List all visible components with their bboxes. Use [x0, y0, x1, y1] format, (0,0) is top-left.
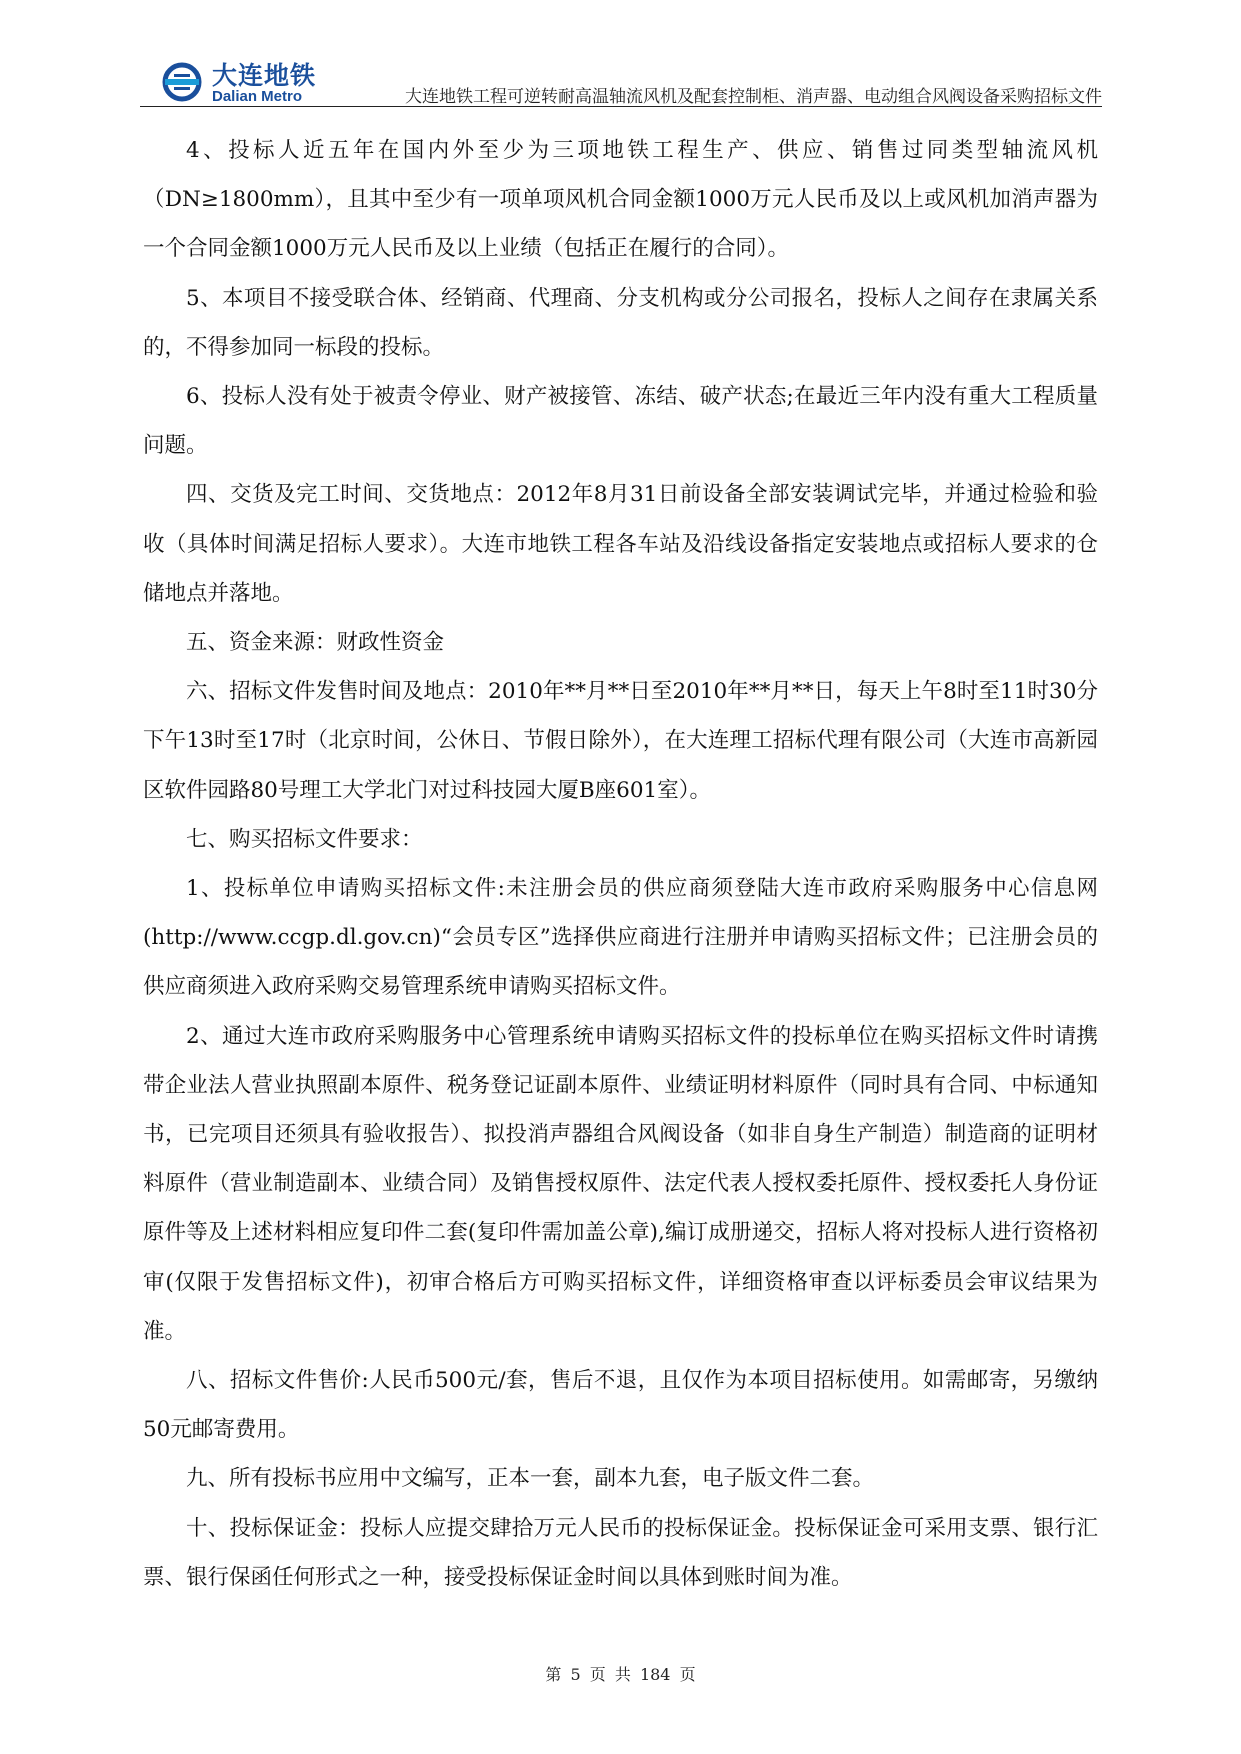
page-header — [140, 40, 1102, 110]
document-title: 大连地铁工程可逆转耐高温轴流风机及配套控制柜、消声器、电动组合风阀设备采购招标文件 — [405, 87, 1102, 107]
paragraph: 七、购买招标文件要求： — [186, 826, 423, 852]
paragraph: 6、投标人没有处于被责令停业、财产被接管、冻结、破产状态;在最近三年内没有重大工程质量问题。 — [143, 384, 1098, 459]
paragraph: 5、本项目不接受联合体、经销商、代理商、分支机构或分公司报名，投标人之间存在隶属关系的，不得参加同一标段的投标。 — [143, 285, 1098, 360]
paragraph: 四、交货及完工时间、交货地点：2012年8月31日前设备全部安装调试完毕，并通过检验和验收（具体时间满足招标人要求）。大连市地铁工程各车站及沿线设备指定安装地点或招标人要求的仓储地点并落地。 — [143, 482, 1098, 606]
paragraph: 五、资金来源：财政性资金 — [186, 630, 445, 656]
paragraph: 4、投标人近五年在国内外至少为三项地铁工程生产、供应、销售过同类型轴流风机（DN≥1800mm），且其中至少有一项单项风机合同金额1000万元人民币及以上或风机加消声器为一个合同金额1000万元人民币及以上业绩（包括正在履行的合同）。 — [143, 138, 1098, 262]
paragraph: 1、投标单位申请购买招标文件:未注册会员的供应商须登陆大连市政府采购服务中心信息网(http://www.ccgp.dl.gov.cn)“会员专区”选择供应商进行注册并申请购买招标文件；已注册会员的供应商须进入政府采购交易管理系统申请购买招标文件。 — [143, 876, 1098, 1000]
dalian-metro-logo — [162, 48, 342, 104]
logo-chinese-name: 大连地铁 — [212, 61, 317, 90]
logo-english-name: Dalian Metro — [212, 88, 303, 105]
paragraph: 十、投标保证金：投标人应提交肆拾万元人民币的投标保证金。投标保证金可采用支票、银行汇票、银行保函任何形式之一种，接受投标保证金时间以具体到账时间为准。 — [143, 1515, 1098, 1590]
paragraph: 2、通过大连市政府采购服务中心管理系统申请购买招标文件的投标单位在购买招标文件时请携带企业法人营业执照副本原件、税务登记证副本原件、业绩证明材料原件（同时具有合同、中标通知书，已完项目还须具有验收报告）、拟投消声器组合风阀设备（如非自身生产制造）制造商的证明材料原件（营业制造副本、业绩合同）及销售授权原件、法定代表人授权委托原件、授权委托人身份证原件等及上述材料相应复印件二套(复印件需加盖公章),编订成册递交，招标人将对投标人进行资格初审(仅限于发售招标文件)，初审合格后方可购买招标文件，详细资格审查以评标委员会审议结果为准。 — [143, 1023, 1098, 1344]
header-divider — [140, 106, 1102, 107]
paragraph: 九、所有投标书应用中文编写，正本一套，副本九套，电子版文件二套。 — [186, 1466, 875, 1492]
paragraph: 六、招标文件发售时间及地点：2010年**月**日至2010年**月**日，每天上午8时至11时30分下午13时至17时（北京时间，公休日、节假日除外），在大连理工招标代理有限公司（大连市高新园区软件园路80号理工大学北门对过科技园大厦B座601室）。 — [143, 679, 1098, 803]
page-number: 第 5 页 共 184 页 — [545, 1665, 696, 1684]
metro-logo-icon — [162, 62, 202, 102]
paragraph: 八、招标文件售价:人民币500元/套，售后不退，且仅作为本项目招标使用。如需邮寄，另缴纳50元邮寄费用。 — [143, 1368, 1098, 1443]
document-body — [143, 126, 1098, 1602]
